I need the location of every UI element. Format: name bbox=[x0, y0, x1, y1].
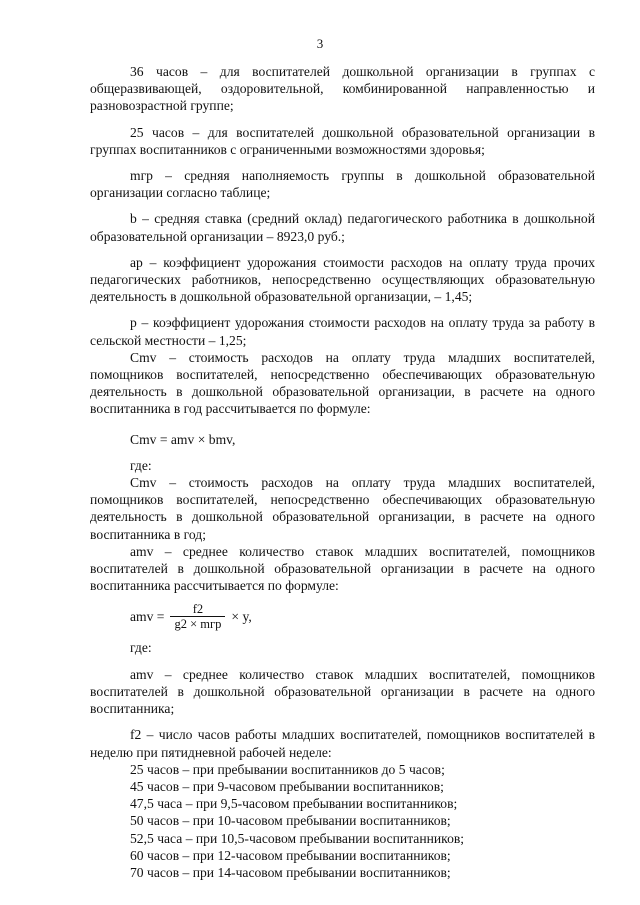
paragraph: mгр – средняя наполняемость группы в дошкольной образовательной организации согласно таблице; bbox=[90, 168, 595, 201]
paragraph: p – коэффициент удорожания стоимости расходов на оплату труда за работу в сельской местности – 1,25; bbox=[90, 315, 595, 348]
formula-fraction bbox=[170, 602, 225, 631]
hours-list bbox=[90, 761, 595, 881]
paragraph: b – средняя ставка (средний оклад) педагогического работника в дошкольной образовательной организации – 8923,0 руб.; bbox=[90, 211, 595, 244]
paragraph: amv – среднее количество ставок младших воспитателей, помощников воспитателей в дошкольной образовательной организации в расчете на одного воспитанника рассчитывается по формуле: bbox=[90, 543, 595, 594]
page-number: 3 bbox=[316, 36, 324, 51]
paragraph: 36 часов – для воспитателей дошкольной организации в группах с общеразвивающей, оздоровительной, комбинированной направленностью и разновозрастной группе; bbox=[90, 64, 595, 114]
paragraph: amv – среднее количество ставок младших воспитателей, помощников воспитателей в дошкольной образовательной организации в расчете на одного воспитанника; bbox=[90, 666, 595, 717]
formula-cmv: Cmv = amv × bmv, bbox=[130, 431, 236, 447]
formula-numerator: f2 bbox=[192, 602, 204, 617]
list-item: 60 часов – при 12-часовом пребывании воспитанников; bbox=[130, 847, 451, 863]
list-item: 25 часов – при пребывании воспитанников до 5 часов; bbox=[130, 761, 445, 777]
formula-lhs: amv = bbox=[130, 609, 165, 625]
paragraph: Cmv – стоимость расходов на оплату труда младших воспитателей, помощников воспитателей, непосредственно обеспечивающих образовательную деятельность в дошкольной образовательной организации, в расчете на одного воспитанника в год; bbox=[90, 475, 595, 542]
list-item: 50 часов – при 10-часовом пребывании воспитанников; bbox=[130, 813, 451, 829]
where-label: где: bbox=[130, 640, 152, 656]
formula-rhs: × y, bbox=[231, 609, 252, 625]
formula-denominator: g2 × mгр bbox=[170, 616, 225, 631]
formula-amv bbox=[130, 602, 595, 631]
paragraph: 25 часов – для воспитателей дошкольной образовательной организации в группах воспитанников с ограниченными возможностями здоровья; bbox=[90, 124, 595, 157]
document-body bbox=[90, 63, 595, 881]
paragraph: Cmv – стоимость расходов на оплату труда младших воспитателей, помощников воспитателей, непосредственно обеспечивающих образовательную деятельность в дошкольной образовательной организации, в расчете на одного воспитанника в год рассчитывается по формуле: bbox=[90, 349, 595, 417]
paragraph: ap – коэффициент удорожания стоимости расходов на оплату труда прочих педагогических работников, непосредственно осуществляющих образовательную деятельность в дошкольной образовательной организации, – 1,45; bbox=[90, 254, 595, 305]
list-item: 45 часов – при 9-часовом пребывании воспитанников; bbox=[130, 778, 444, 794]
list-item: 52,5 часа – при 10,5-часовом пребывании воспитанников; bbox=[130, 830, 465, 846]
list-item: 47,5 часа – при 9,5-часовом пребывании воспитанников; bbox=[130, 796, 458, 812]
where-label: где: bbox=[130, 457, 152, 473]
list-item: 70 часов – при 14-часовом пребывании воспитанников; bbox=[130, 864, 451, 880]
paragraph: f2 – число часов работы младших воспитателей, помощников воспитателей в неделю при пятидневной рабочей неделе: bbox=[90, 727, 595, 760]
